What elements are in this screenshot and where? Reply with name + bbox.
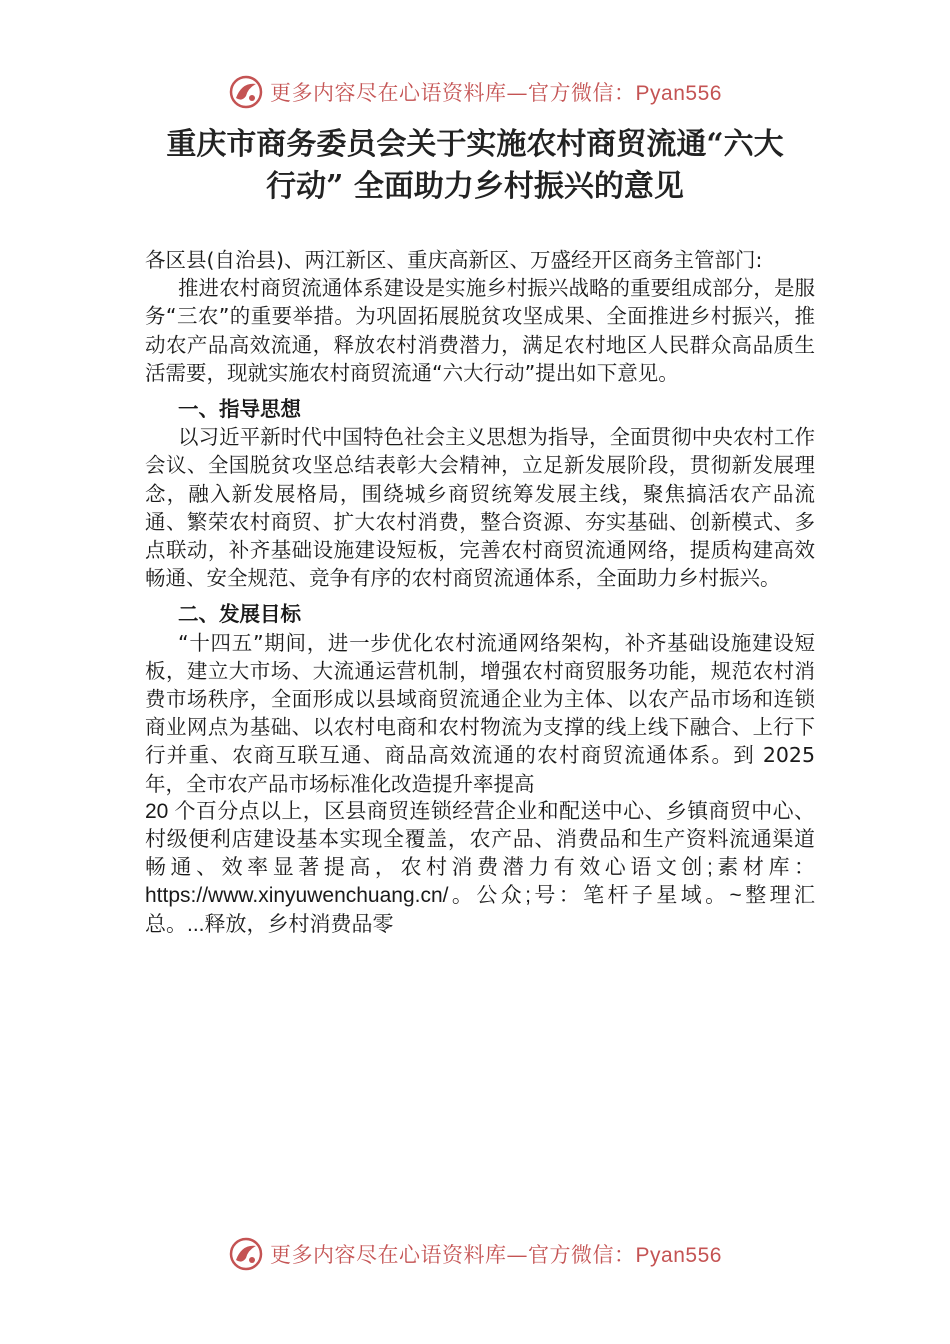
salutation: 各区县(自治县)、两江新区、重庆高新区、万盛经开区商务主管部门: bbox=[145, 248, 763, 272]
watermark-header bbox=[0, 70, 950, 114]
document-body bbox=[145, 246, 815, 939]
section-2-continued: 20 个百分点以上，区县商贸连锁经营企业和配送中心、乡镇商贸中心、村级便利店建设基本实现全覆盖，农产品、消费品和生产资料流通渠道畅通、效率显著提高，农村消费潜力有效心语文创;素材库：https://www.xinyuwenchuang.cn/。公众;号：笔杆子星域。~整理汇总。...释放，乡村消费品零 bbox=[145, 799, 815, 936]
logo-icon bbox=[228, 74, 264, 110]
section-1-body: 以习近平新时代中国特色社会主义思想为指导，全面贯彻中央农村工作会议、全国脱贫攻坚总结表彰大会精神，立足新发展阶段，贯彻新发展理念，融入新发展格局，围绕城乡商贸统筹发展主线，聚焦搞活农产品流通、繁荣农村商贸、扩大农村消费，整合资源、夯实基础、创新模式、多点联动，补齐基础设施建设短板，完善农村商贸流通网络，提质构建高效畅通、安全规范、竞争有序的农村商贸流通体系，全面助力乡村振兴。 bbox=[145, 425, 815, 591]
watermark-text bbox=[270, 1239, 722, 1269]
watermark-text bbox=[270, 77, 722, 107]
document-title bbox=[130, 124, 820, 208]
watermark-handle: Pyan556 bbox=[635, 82, 722, 105]
intro-paragraph: 推进农村商贸流通体系建设是实施乡村振兴战略的重要组成部分，是服务“三农”的重要举措。为巩固拓展脱贫攻坚成果、全面推进乡村振兴，推动农产品高效流通，释放农村消费潜力，满足农村地区人民群众高品质生活需要，现就实施农村商贸流通“六大行动”提出如下意见。 bbox=[145, 276, 815, 385]
watermark-label: 更多内容尽在心语资料库—官方微信： bbox=[270, 81, 636, 105]
section-2-body: “十四五”期间，进一步优化农村流通网络架构，补齐基础设施建设短板，建立大市场、大流通运营机制，增强农村商贸服务功能，规范农村消费市场秩序，全面形成以县域商贸流通企业为主体、以农产品市场和连锁商业网点为基础、以农村电商和农村物流为支撑的线上线下融合、上行下行并重、农商互联互通、商品高效流通的农村商贸流通体系。到 2025 年，全市农产品市场标准化改造提升率提高 bbox=[145, 630, 815, 796]
watermark-label: 更多内容尽在心语资料库—官方微信： bbox=[270, 1243, 636, 1267]
watermark-footer bbox=[0, 1232, 950, 1276]
section-1-heading: 一、指导思想 bbox=[178, 397, 301, 422]
logo-icon bbox=[228, 1236, 264, 1272]
section-2-heading: 二、发展目标 bbox=[178, 602, 301, 627]
watermark-handle: Pyan556 bbox=[635, 1244, 722, 1267]
title-line-1: 重庆市商务委员会关于实施农村商贸流通“六大 bbox=[166, 127, 784, 162]
title-line-2: 行动” 全面助力乡村振兴的意见 bbox=[266, 169, 684, 204]
